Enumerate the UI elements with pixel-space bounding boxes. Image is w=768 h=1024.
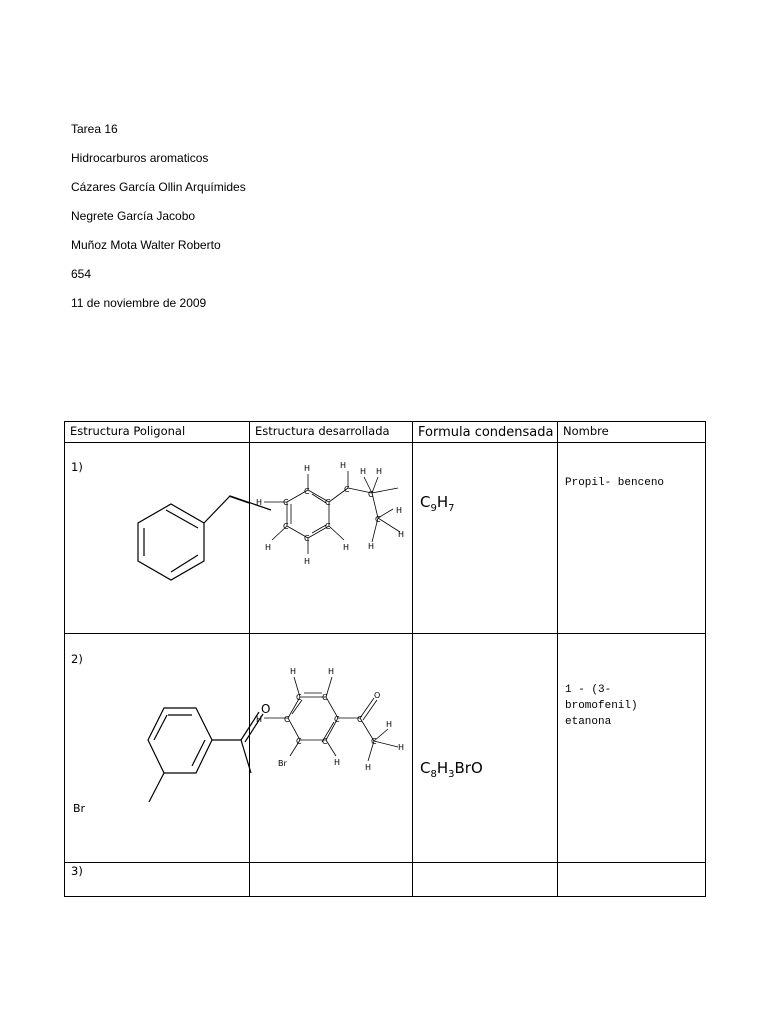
- svg-text:C: C: [357, 715, 363, 724]
- svg-text:H: H: [265, 543, 272, 552]
- svg-text:C: C: [322, 737, 328, 746]
- svg-text:H: H: [398, 743, 405, 752]
- bromophenyl-ethanone-developed-structure: [250, 634, 413, 863]
- svg-text:C: C: [283, 498, 289, 507]
- formula-cell: [413, 634, 558, 863]
- document-header: [71, 122, 246, 325]
- svg-text:H: H: [376, 467, 383, 476]
- author-2: Negrete García Jacobo: [71, 209, 196, 223]
- oxygen-label: O: [261, 702, 271, 716]
- name-cell: [558, 443, 706, 634]
- polygonal-structure-cell: [65, 443, 250, 634]
- group-number: 654: [71, 267, 92, 281]
- svg-text:H: H: [343, 543, 350, 552]
- row-number: 1): [71, 460, 83, 474]
- table-row: [65, 863, 706, 897]
- col-header-developed: Estructura desarrollada: [250, 422, 413, 443]
- svg-text:C: C: [296, 737, 302, 746]
- name-cell: [558, 634, 706, 863]
- developed-structure-cell: [250, 863, 413, 897]
- svg-text:H: H: [334, 758, 341, 767]
- table-row: [65, 443, 706, 634]
- svg-text:H: H: [256, 715, 263, 724]
- svg-text:C: C: [368, 490, 374, 499]
- bromine-label: Br: [73, 802, 86, 815]
- atom-label: H: [304, 464, 311, 473]
- svg-text:H: H: [304, 557, 311, 566]
- compound-name: 1 - (3- bromofenil) etanona: [565, 684, 638, 728]
- svg-text:C: C: [304, 534, 310, 543]
- formula-cell: [413, 443, 558, 634]
- date: 11 de noviembre de 2009: [71, 296, 207, 310]
- col-header-polygonal: Estructura Poligonal: [65, 422, 250, 443]
- compound-name: Propil- benceno: [565, 477, 665, 489]
- propylbenzene-developed-structure: [250, 443, 413, 634]
- topic-title: Hidrocarburos aromaticos: [71, 151, 209, 165]
- svg-text:H: H: [396, 506, 403, 515]
- svg-text:H: H: [365, 763, 372, 772]
- svg-text:C: C: [375, 515, 381, 524]
- row-number: 2): [71, 652, 83, 666]
- table-header-row: [65, 422, 706, 443]
- row-number: 3): [71, 864, 83, 878]
- compounds-table: [64, 421, 706, 897]
- condensed-formula: $C_8H_3BrO$: [420, 759, 483, 780]
- svg-text:C: C: [325, 498, 331, 507]
- assignment-title: Tarea 16: [71, 122, 118, 136]
- polygonal-structure-cell: [65, 634, 271, 863]
- svg-text:C: C: [283, 522, 289, 531]
- author-3: Muñoz Mota Walter Roberto: [71, 238, 221, 252]
- svg-text:C: C: [334, 715, 340, 724]
- bromophenyl-ethanone-skeletal-structure: [65, 634, 271, 863]
- svg-text:C: C: [325, 522, 331, 531]
- svg-text:H: H: [256, 498, 263, 507]
- svg-text:C: C: [296, 693, 302, 702]
- col-header-name: Nombre: [558, 422, 706, 443]
- condensed-formula: $C_9H_7$: [420, 493, 455, 514]
- table-row: [65, 634, 706, 863]
- svg-text:H: H: [290, 667, 297, 676]
- polygonal-structure-cell: [65, 863, 250, 897]
- col-header-formula: Formula condensada: [413, 422, 558, 443]
- svg-text:O: O: [374, 691, 381, 700]
- svg-text:C: C: [322, 693, 328, 702]
- svg-text:C: C: [344, 485, 350, 494]
- svg-text:C: C: [371, 737, 377, 746]
- propyl-tail: [65, 443, 250, 634]
- svg-text:H: H: [328, 667, 335, 676]
- author-1: Cázares García Ollin Arquímides: [71, 180, 246, 194]
- svg-text:H: H: [340, 461, 347, 470]
- formula-cell: [413, 863, 558, 897]
- developed-structure-cell: [250, 443, 413, 634]
- name-cell: [558, 863, 706, 897]
- svg-text:H: H: [398, 530, 405, 539]
- svg-text:H: H: [386, 720, 393, 729]
- svg-text:C: C: [284, 715, 290, 724]
- svg-text:Br: Br: [278, 759, 287, 768]
- svg-text:H: H: [360, 467, 367, 476]
- svg-text:C: C: [304, 487, 310, 496]
- developed-structure-cell: [250, 634, 413, 863]
- svg-text:H: H: [368, 542, 375, 551]
